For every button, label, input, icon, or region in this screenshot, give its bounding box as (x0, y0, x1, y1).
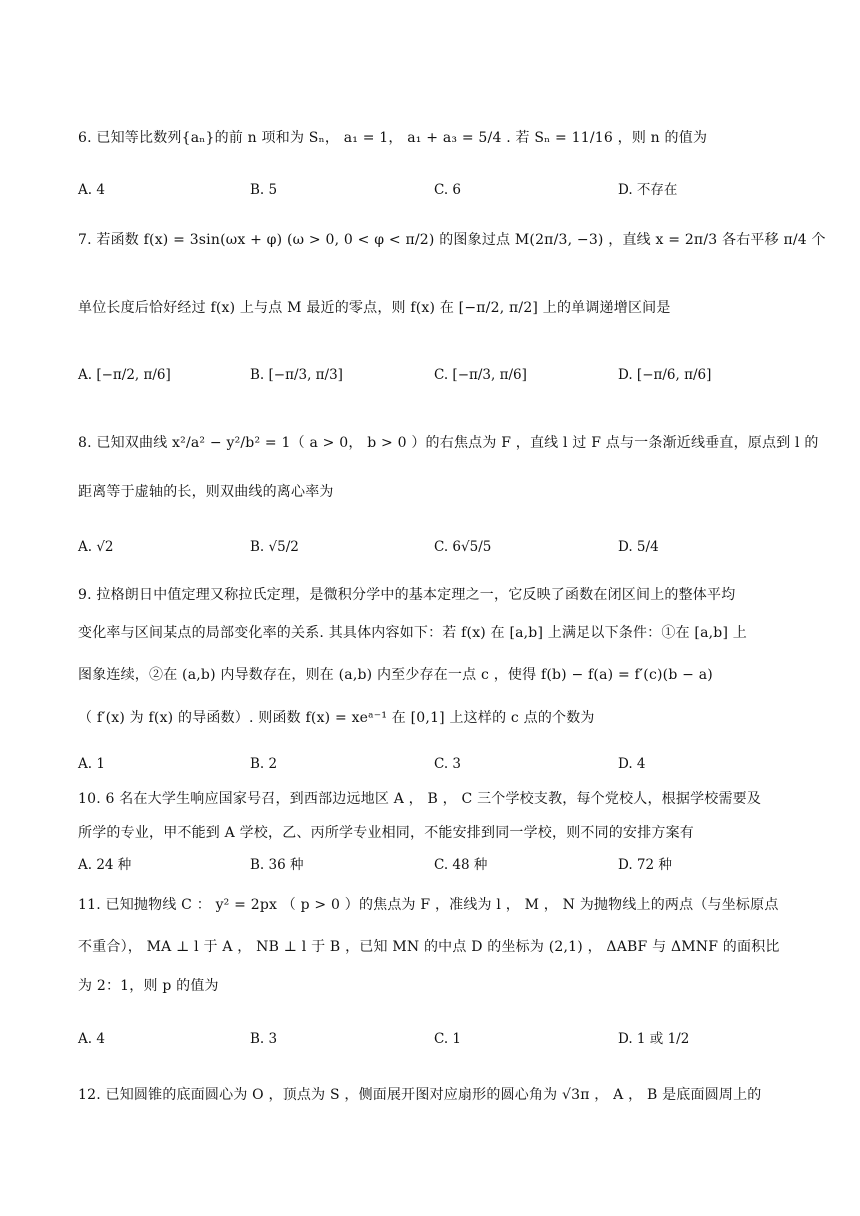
question-8-stem-line-1: 8. 已知双曲线 x²/a² − y²/b² = 1（ a > 0， b > 0 ）的右焦点为 F ，直线 l 过 F 点与一条渐近线垂直，原点到 l 的 (78, 435, 819, 451)
question-11-options (78, 1024, 798, 1054)
question-10-stem-line-2: 所学的专业，甲不能到 A 学校，乙、丙所学专业相同，不能安排到同一学校，则不同的安排方案有 (78, 825, 695, 841)
option-d: D. 1 或 1/2 (618, 1031, 690, 1047)
option-a: A. 24 种 (78, 857, 132, 873)
option-b: B. √5/2 (250, 539, 299, 555)
question-6-options (78, 175, 798, 205)
option-b: B. 3 (250, 1031, 278, 1047)
question-6-stem: 6. 已知等比数列{aₙ}的前 n 项和为 Sₙ， a₁ = 1， a₁ + a₃ = 5/4 . 若 Sₙ = 11/16 ，则 n 的值为 (78, 130, 708, 146)
question-11-stem-line-1: 11. 已知抛物线 C ： y² = 2px （ p > 0 ）的焦点为 F ，准线为 l ， M ， N 为抛物线上的两点（与坐标原点 (78, 897, 779, 913)
option-c: C. [−π/3, π/6] (434, 367, 527, 383)
question-7-options (78, 360, 798, 390)
question-10-options (78, 850, 798, 880)
option-c: C. 6 (434, 182, 462, 198)
option-d: D. 5/4 (618, 539, 659, 555)
option-b: B. 2 (250, 756, 278, 772)
option-a: A. √2 (78, 539, 114, 555)
option-c: C. 1 (434, 1031, 462, 1047)
option-a: A. 1 (78, 756, 105, 772)
question-8-stem-line-2: 距离等于虚轴的长，则双曲线的离心率为 (78, 484, 334, 500)
question-11-stem-line-2: 不重合）， MA ⊥ l 于 A ， NB ⊥ l 于 B ，已知 MN 的中点 D 的坐标为 (2,1) ， ΔABF 与 ΔMNF 的面积比 (78, 939, 780, 955)
question-7-stem-line-1: 7. 若函数 f(x) = 3sin(ωx + φ) (ω > 0, 0 < φ < π/2) 的图象过点 M(2π/3, −3) ，直线 x = 2π/3 各右平移 π/4 个 (78, 232, 826, 248)
question-10-stem-line-1: 10. 6 名在大学生响应国家号召，到西部边远地区 A ， B ， C 三个学校支教，每个党校人，根据学校需要及 (78, 791, 762, 807)
question-9-stem-line-1: 9. 拉格朗日中值定理又称拉氏定理，是微积分学中的基本定理之一，它反映了函数在闭区间上的整体平均 (78, 587, 736, 603)
option-b: B. 5 (250, 182, 278, 198)
question-7-stem-line-2: 单位长度后恰好经过 f(x) 上与点 M 最近的零点，则 f(x) 在 [−π/2, π/2] 上的单调递增区间是 (78, 300, 671, 316)
option-a: A. 4 (78, 1031, 105, 1047)
option-d: D. [−π/6, π/6] (618, 367, 712, 383)
question-8-options (78, 532, 798, 562)
option-c: C. 3 (434, 756, 462, 772)
question-11-stem-line-3: 为 2：1，则 p 的值为 (78, 978, 219, 994)
question-12-stem-line-1: 12. 已知圆锥的底面圆心为 O ，顶点为 S ，侧面展开图对应扇形的圆心角为 √3π ， A ， B 是底面圆周上的 (78, 1087, 762, 1103)
question-9-stem-line-4: （ f′(x) 为 f(x) 的导函数）. 则函数 f(x) = xeᵃ⁻¹ 在 [0,1] 上这样的 c 点的个数为 (78, 710, 595, 726)
option-c: C. 6√5/5 (434, 539, 492, 555)
option-b: B. 36 种 (250, 857, 304, 873)
option-d: D. 4 (618, 756, 646, 772)
option-b: B. [−π/3, π/3] (250, 367, 343, 383)
option-a: A. 4 (78, 182, 105, 198)
question-9-stem-line-2: 变化率与区间某点的局部变化率的关系. 其具体内容如下：若 f(x) 在 [a,b] 上满足以下条件：①在 [a,b] 上 (78, 625, 747, 641)
option-c: C. 48 种 (434, 857, 488, 873)
question-9-stem-line-3: 图象连续，②在 (a,b) 内导数存在，则在 (a,b) 内至少存在一点 c ，使得 f(b) − f(a) = f′(c)(b − a) (78, 667, 713, 683)
option-a: A. [−π/2, π/6] (78, 367, 171, 383)
option-d: D. 不存在 (618, 182, 678, 198)
question-9-options (78, 749, 798, 779)
option-d: D. 72 种 (618, 857, 672, 873)
